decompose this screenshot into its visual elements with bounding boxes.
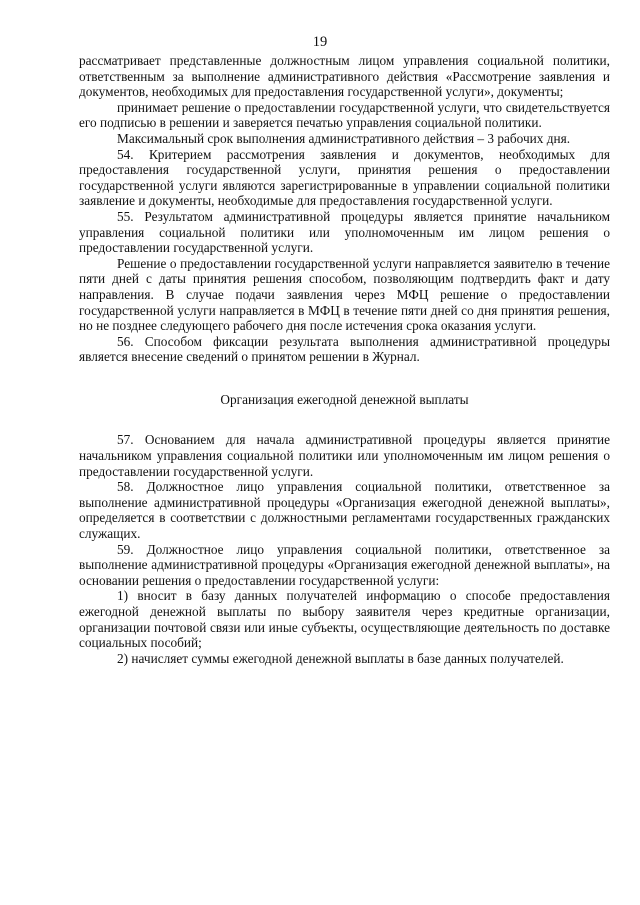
list-item-2: 2) начисляет суммы ежегодной денежной выплаты в базе данных получателей. (117, 650, 564, 666)
paragraph-57: 57. Основанием для начала административной процедуры является принятие начальником управления социальной политики или уполномоченным им лицом решения о предоставлении государственной услуги. (79, 432, 610, 479)
section-heading: Организация ежегодной денежной выплаты (220, 391, 469, 407)
document-body (79, 53, 610, 666)
paragraph-makes-decision: принимает решение о предоставлении государственной услуги, что свидетельствуется его подписью в решении и заверяется печатью управления социальной политики. (79, 99, 610, 131)
list-item-1: 1) вносит в базу данных получателей информацию о способе предоставления ежегодной денежной выплаты по выбору заявителя через кредитные организации, организации почтовой связи или иные субъекты, осуществляющие деятельность по доставке социальных пособий; (79, 588, 610, 651)
paragraph-decision-delivery: Решение о предоставлении государственной услуги направляется заявителю в течение пяти дней с даты принятия решения способом, позволяющим подтвердить факт и дату направления. В случае подачи заявления через МФЦ решение о предоставлении государственной услуги направляется в МФЦ в течение пяти дней со дня принятия решения, но не позднее следующего рабочего дня после истечения срока оказания услуги. (79, 255, 610, 334)
paragraph-54: 54. Критерием рассмотрения заявления и документов, необходимых для предоставления государственной услуги, принятия решения о предоставлении государственной услуги являются зарегистрированные в управлении социальной политики заявление и документы, необходимые для предоставления государственной услуги. (79, 146, 610, 209)
paragraph-59: 59. Должностное лицо управления социальной политики, ответственное за выполнение административной процедуры «Организация ежегодной денежной выплаты», на основании решения о предоставлении государственной услуги: (79, 541, 610, 588)
page-number: 19 (312, 34, 328, 50)
paragraph-55: 55. Результатом административной процедуры является принятие начальником управления социальной политики или уполномоченным им лицом решения о предоставлении государственной услуги. (79, 208, 610, 256)
paragraph-56: 56. Способом фиксации результата выполнения административной процедуры является внесение сведений о принятом решении в Журнал. (79, 333, 610, 365)
paragraph-max-duration: Максимальный срок выполнения административного действия – 3 рабочих дня. (117, 130, 571, 146)
paragraph-reviews-documents: рассматривает представленные должностным лицом управления социальной политики, ответственным за выполнение административного действия «Рассмотрение заявления и документов, необходимых для предоставления государственной услуги», документы; (79, 53, 610, 100)
paragraph-58: 58. Должностное лицо управления социальной политики, ответственное за выполнение административной процедуры «Организация ежегодной денежной выплаты», определяется в соответствии с должностными регламентами государственных гражданских служащих. (79, 479, 610, 542)
